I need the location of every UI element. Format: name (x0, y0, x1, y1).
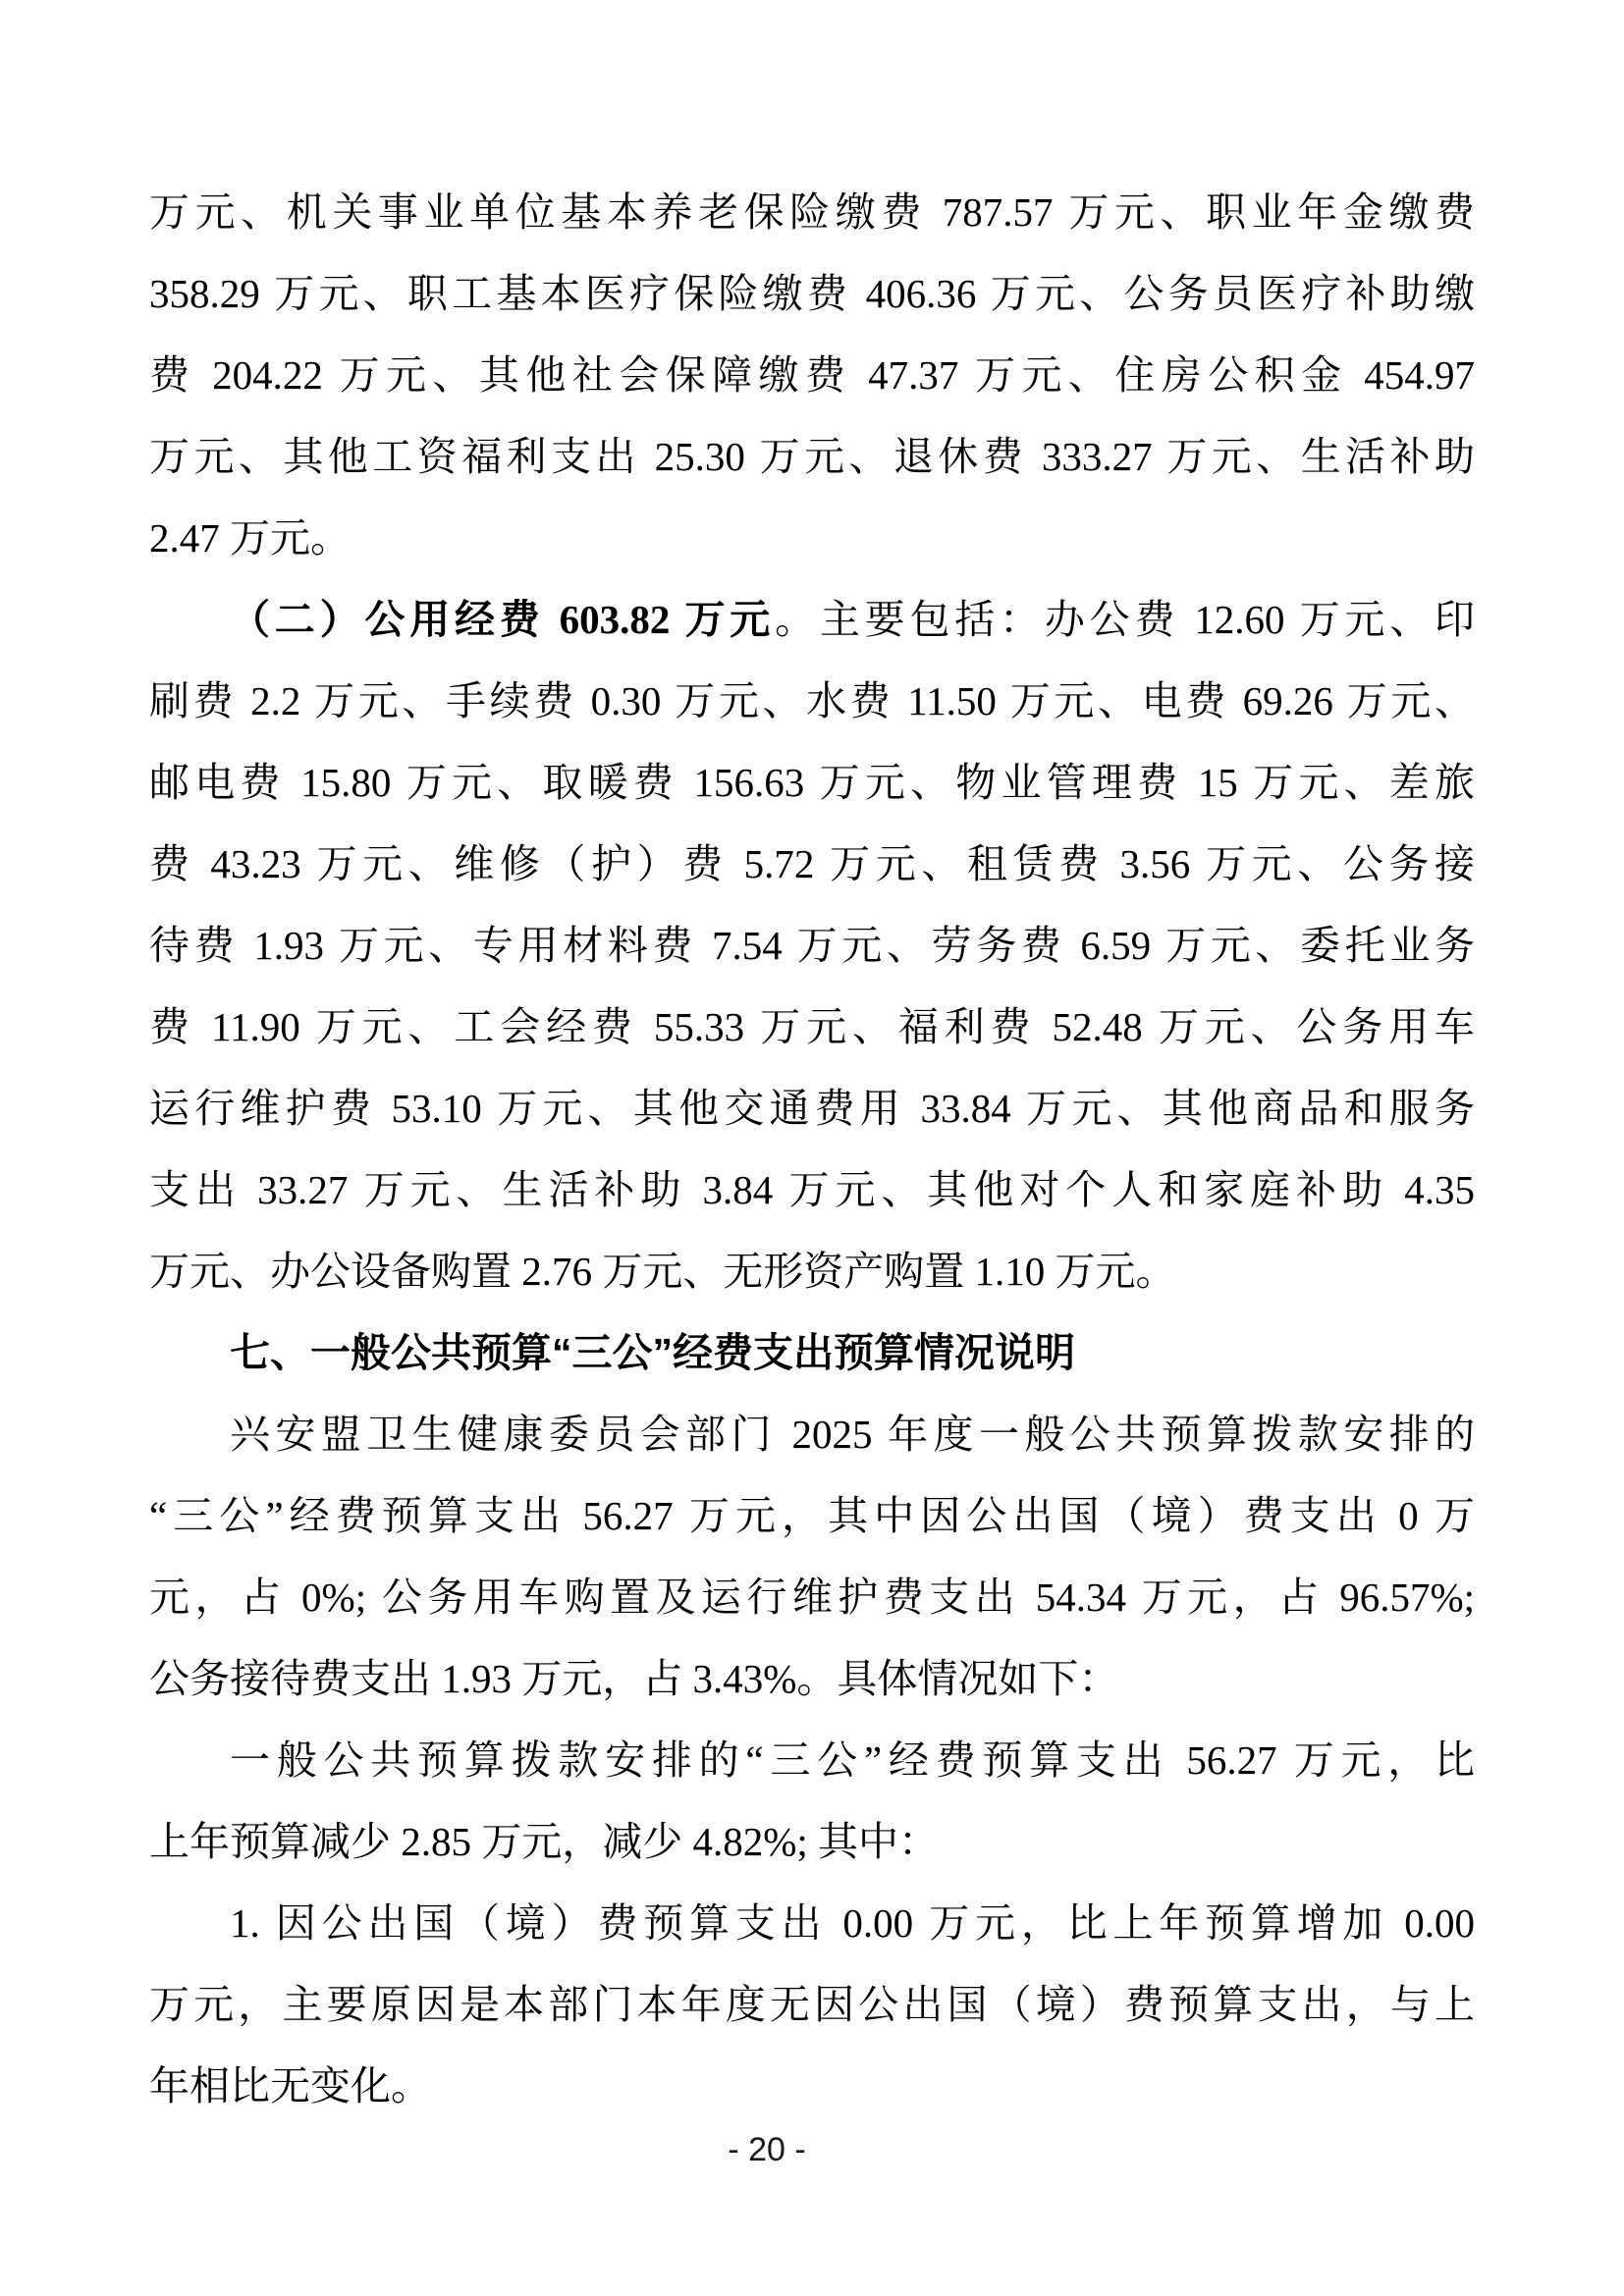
text-run: 元，占 0%; 公务用车购置及运行维护费支出 54.34 万元，占 96.57%; (149, 1575, 1475, 1620)
text-line (149, 905, 1475, 987)
text-run: 费 204.22 万元、其他社会保障缴费 47.37 万元、住房公积金 454.97 (149, 352, 1475, 398)
text-line (149, 987, 1475, 1068)
text-line (149, 824, 1475, 905)
text-run: 公务接待费支出 1.93 万元，占 3.43%。具体情况如下： (149, 1656, 1119, 1701)
text-line (149, 742, 1475, 824)
text-run: 邮电费 15.80 万元、取暖费 156.63 万元、物业管理费 15 万元、差旅 (149, 760, 1475, 805)
text-line (149, 1801, 1475, 1883)
text-run: 兴安盟卫生健康委员会部门 2025 年度一般公共预算拨款安排的 (230, 1412, 1475, 1457)
text-run: 刷费 2.2 万元、手续费 0.30 万元、水费 11.50 万元、电费 69.26 万元、 (149, 678, 1475, 723)
text-line (149, 1638, 1475, 1720)
text-line (149, 1068, 1475, 1149)
text-run: 年相比无变化。 (149, 2063, 431, 2109)
text-line (149, 1475, 1475, 1557)
text-run: 万元、机关事业单位基本养老保险缴费 787.57 万元、职业年金缴费 (149, 189, 1475, 235)
text-line (149, 1149, 1475, 1231)
text-run: 2.47 万元。 (149, 515, 351, 561)
text-run: 费 11.90 万元、工会经费 55.33 万元、福利费 52.48 万元、公务用车 (149, 1004, 1475, 1049)
text-run: 上年预算减少 2.85 万元，减少 4.82%; 其中： (149, 1819, 940, 1864)
text-line (149, 498, 1475, 579)
text-run: 运行维护费 53.10 万元、其他交通费用 33.84 万元、其他商品和服务 (149, 1086, 1475, 1131)
page-number: - 20 - (728, 2131, 806, 2168)
text-line (149, 335, 1475, 416)
text-run: 待费 1.93 万元、专用材料费 7.54 万元、劳务费 6.59 万元、委托业务 (149, 923, 1475, 968)
text-run: 万元、办公设备购置 2.76 万元、无形资产购置 1.10 万元。 (149, 1249, 1176, 1294)
text-line (149, 661, 1475, 742)
text-run: 一般公共预算拨款安排的“三公”经费预算支出 56.27 万元，比 (230, 1737, 1475, 1783)
text-line (149, 2046, 1475, 2127)
bold-text-run: （二）公用经费 603.82 万元 (230, 597, 776, 642)
text-run: “三公”经费预算支出 56.27 万元，其中因公出国（境）费支出 0 万 (149, 1493, 1475, 1538)
text-run: 万元、其他工资福利支出 25.30 万元、退休费 333.27 万元、生活补助 (149, 434, 1475, 479)
text-line (149, 1883, 1475, 1964)
text-run: 支出 33.27 万元、生活补助 3.84 万元、其他对个人和家庭补助 4.35 (149, 1167, 1475, 1212)
text-run: 万元，主要原因是本部门本年度无因公出国（境）费预算支出，与上 (149, 1982, 1475, 2027)
text-line (149, 1964, 1475, 2046)
text-line (149, 1557, 1475, 1638)
bold-text-run: 七、一般公共预算“三公”经费支出预算情况说明 (230, 1330, 1075, 1375)
text-line (149, 416, 1475, 498)
section-heading (149, 1312, 1475, 1394)
text-line (149, 579, 1475, 661)
text-line (149, 172, 1475, 253)
text-line (149, 253, 1475, 335)
text-line (149, 1720, 1475, 1801)
text-line (149, 1231, 1475, 1312)
document-text (149, 172, 1475, 2127)
text-run: 1. 因公出国（境）费预算支出 0.00 万元，比上年预算增加 0.00 (230, 1900, 1475, 1946)
text-line (149, 1394, 1475, 1475)
text-run: 358.29 万元、职工基本医疗保险缴费 406.36 万元、公务员医疗补助缴 (149, 271, 1475, 316)
text-run: 费 43.23 万元、维修（护）费 5.72 万元、租赁费 3.56 万元、公务接 (149, 841, 1475, 886)
text-run: 。主要包括：办公费 12.60 万元、印 (775, 597, 1476, 642)
